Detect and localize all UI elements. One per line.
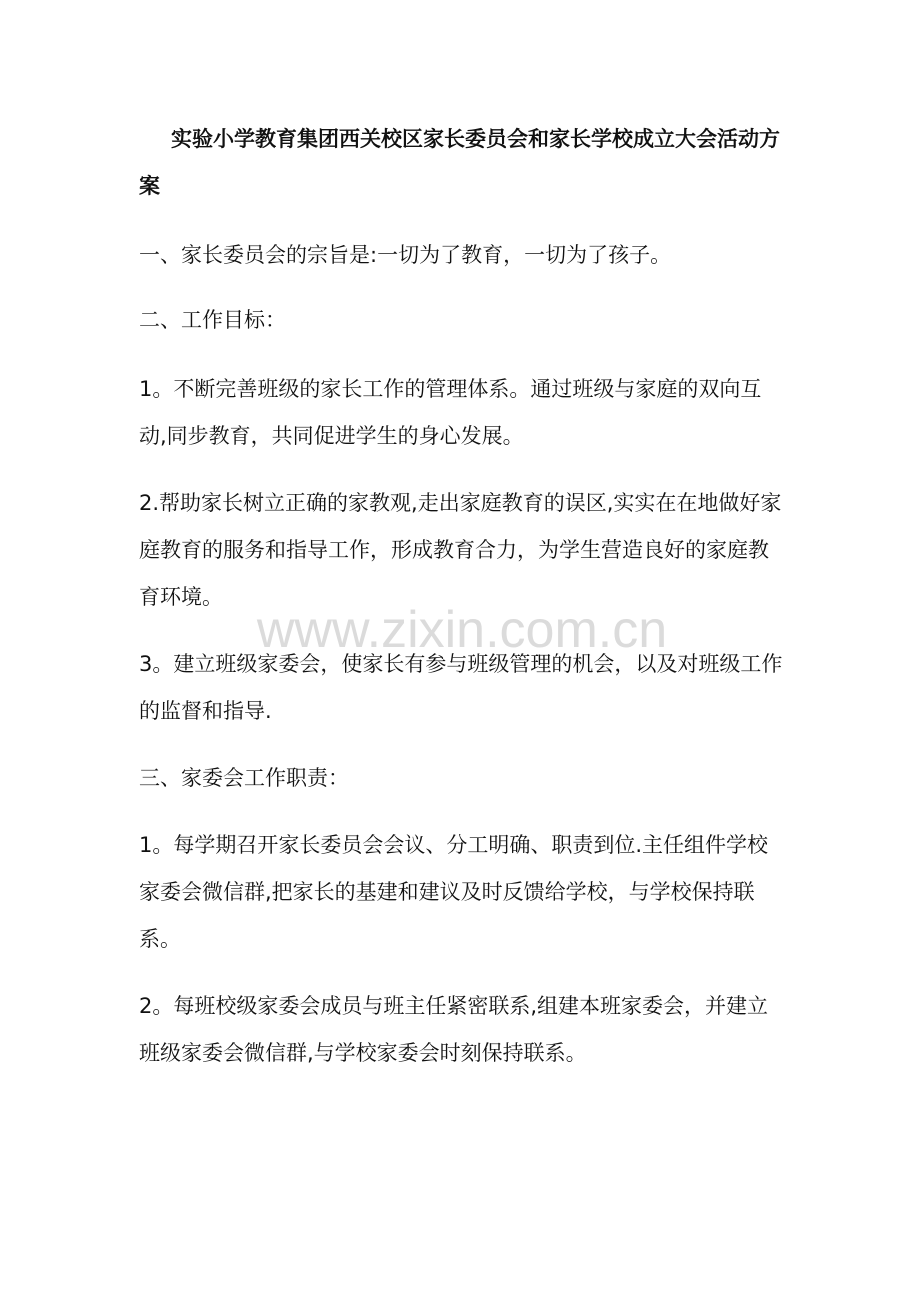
heading-work-goals: 二、工作目标： <box>139 308 286 332</box>
paragraph-goal-1: 1。不断完善班级的家长工作的管理体系。通过班级与家庭的双向互动,同步教育，共同促进学生的身心发展。 <box>139 377 762 448</box>
paragraph-duty-1: 1。每学期召开家长委员会会议、分工明确、职责到位.主任组件学校家委会微信群,把家长的基建和建议及时反馈给学校，与学校保持联系。 <box>139 833 769 951</box>
paragraph-goal-3: 3。建立班级家委会，使家长有参与班级管理的机会，以及对班级工作的监督和指导. <box>139 652 783 723</box>
document-title: 实验小学教育集团西关校区家长委员会和家长学校成立大会活动方案 <box>139 127 780 198</box>
paragraph-goal-2: 2.帮助家长树立正确的家教观,走出家庭教育的误区,实实在在地做好家庭教育的服务和指导工作，形成教育合力，为学生营造良好的家庭教育环境。 <box>139 491 782 609</box>
paragraph-purpose: 一、家长委员会的宗旨是:一切为了教育，一切为了孩子。 <box>139 243 672 267</box>
document-body <box>139 116 784 1077</box>
heading-duties: 三、家委会工作职责： <box>139 766 349 790</box>
paragraph-duty-2: 2。每班校级家委会成员与班主任紧密联系,组建本班家委会，并建立班级家委会微信群,与学校家委会时刻保持联系。 <box>139 994 769 1065</box>
watermark: www.zixin.com.cn <box>256 601 668 659</box>
